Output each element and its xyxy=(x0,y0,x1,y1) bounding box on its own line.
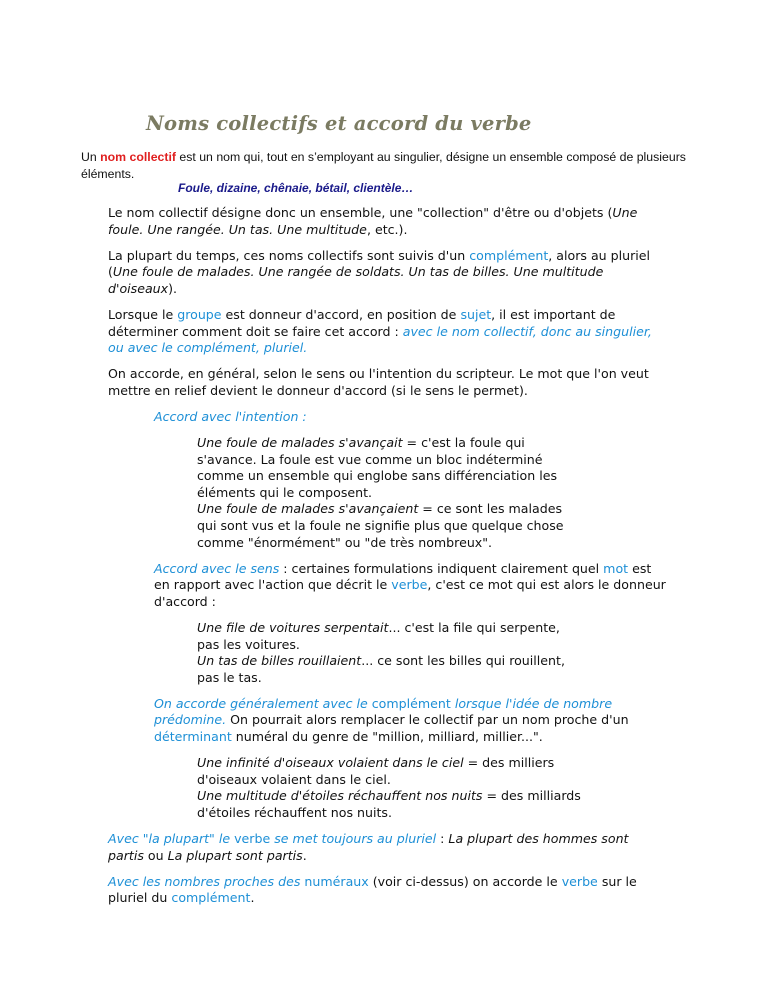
text-highlight: Avec "la plupart" le xyxy=(108,831,235,846)
link-complement[interactable]: complément xyxy=(469,247,549,263)
text: . xyxy=(250,890,255,906)
text: Lorsque le xyxy=(108,306,178,322)
text-highlight: avec le nom collectif, donc au singulier, ou avec le complément, pluriel. xyxy=(108,323,652,356)
text: Un tas de billes rouillaient xyxy=(197,653,362,669)
intro-text: est un nom qui, tout en s’employant au singulier, désigne un ensemble composé de plusieurs éléments. xyxy=(81,150,686,181)
link-numeraux[interactable]: numéraux xyxy=(304,873,369,889)
text: , c'est ce mot qui est alors le donneur d'accord : xyxy=(154,577,666,609)
text: Une foule de malades s'avançait xyxy=(197,435,403,451)
link-accord-sens[interactable]: Accord avec le sens xyxy=(154,560,280,576)
text-highlight: se met toujours au pluriel xyxy=(270,831,437,846)
text: ou xyxy=(143,847,168,863)
text: numéral du genre de "million, milliard, millier...". xyxy=(231,729,543,745)
paragraph xyxy=(154,696,668,746)
link-sujet[interactable]: sujet xyxy=(460,306,492,322)
text: ... ce sont les billes qui rouillent, pas le tas. xyxy=(197,653,565,685)
text-highlight: On accorde généralement avec le xyxy=(154,695,372,711)
paragraph xyxy=(108,248,668,298)
text: , il est important de déterminer comment doit se faire cet accord : xyxy=(108,306,616,339)
link-groupe[interactable]: groupe xyxy=(177,306,222,322)
paragraph xyxy=(108,831,668,864)
text: Une foule. Une rangée. Un tas. Une multitude xyxy=(108,205,638,237)
text: = des milliards d'étoiles réchauffent nos nuits. xyxy=(197,788,581,820)
text: La plupart sont partis xyxy=(167,847,303,863)
text: = ce sont les malades qui sont vus et la foule ne signifie plus que quelque chose comme "énormément" ou "de très nombreux". xyxy=(197,501,564,550)
text: = c'est la foule qui s'avance. La foule est vue comme un bloc indéterminé comme un ensemble qui englobe sans différenciation les éléments qui le composent. xyxy=(197,435,558,500)
text: Une multitude d'étoiles réchauffent nos nuits xyxy=(197,788,483,804)
example-block xyxy=(197,435,582,551)
link-complement[interactable]: complément xyxy=(171,890,251,906)
text: Une foule de malades. Une rangée de soldats. Un tas de billes. Une multitude d'oiseaux xyxy=(108,264,604,296)
subheading-intention: Accord avec l'intention : xyxy=(154,408,307,424)
example-block xyxy=(197,755,582,821)
text-highlight: lorsque l'idée de nombre prédomine. xyxy=(154,695,613,728)
paragraph xyxy=(108,205,668,238)
link-mot[interactable]: mot xyxy=(603,560,629,576)
intro-text: Un xyxy=(81,150,101,164)
text: : certaines formulations indiquent clairement quel xyxy=(279,560,604,576)
text-highlight: Avec les nombres proches des xyxy=(108,873,305,889)
text: , alors au pluriel ( xyxy=(108,247,651,280)
paragraph xyxy=(154,561,668,611)
link-verbe[interactable]: verbe xyxy=(234,831,271,846)
text: La plupart des hommes sont partis xyxy=(108,831,629,863)
term-highlight: nom collectif xyxy=(100,150,176,164)
paragraph xyxy=(108,307,668,357)
text: , etc.). xyxy=(366,221,408,237)
text: Le nom collectif désigne donc un ensemble, une "collection" d'être ou d'objets ( xyxy=(108,205,613,220)
text: (voir ci-dessus) on accorde le xyxy=(368,873,562,889)
text: On pourrait alors remplacer le collectif par un nom proche d'un xyxy=(226,712,629,728)
text: ... c'est la file qui serpente, pas les voitures. xyxy=(197,619,560,652)
text: Une infinité d'oiseaux volaient dans le ciel xyxy=(197,755,464,771)
text: La plupart du temps, ces noms collectifs sont suivis d'un xyxy=(108,247,470,263)
link-verbe[interactable]: verbe xyxy=(391,577,428,593)
document-body xyxy=(108,205,668,916)
text: est en rapport avec l'action que décrit le xyxy=(154,560,652,593)
text: Une foule de malades s'avançaient xyxy=(197,501,419,517)
text: ). xyxy=(168,280,178,296)
examples-line: Foule, dizaine, chênaie, bétail, clientèle… xyxy=(178,181,414,195)
link-verbe[interactable]: verbe xyxy=(561,873,598,889)
page-title: Noms collectifs et accord du verbe xyxy=(146,112,532,135)
text: : xyxy=(436,831,449,846)
paragraph xyxy=(108,874,668,907)
text: = des milliers d'oiseaux volaient dans le ciel. xyxy=(197,755,555,787)
text: est donneur d'accord, en position de xyxy=(221,306,461,322)
intro-paragraph xyxy=(81,149,701,183)
example-block xyxy=(197,620,582,686)
link-determinant[interactable]: déterminant xyxy=(154,729,232,745)
text: sur le pluriel du xyxy=(108,873,637,906)
text: Une file de voitures serpentait xyxy=(197,619,389,635)
link-complement[interactable]: complément xyxy=(371,695,451,711)
text: . xyxy=(302,847,307,863)
paragraph: On accorde, en général, selon le sens ou l'intention du scripteur. Le mot que l'on veut mettre en relief devient le donneur d'accord (si le sens le permet). xyxy=(108,366,649,398)
